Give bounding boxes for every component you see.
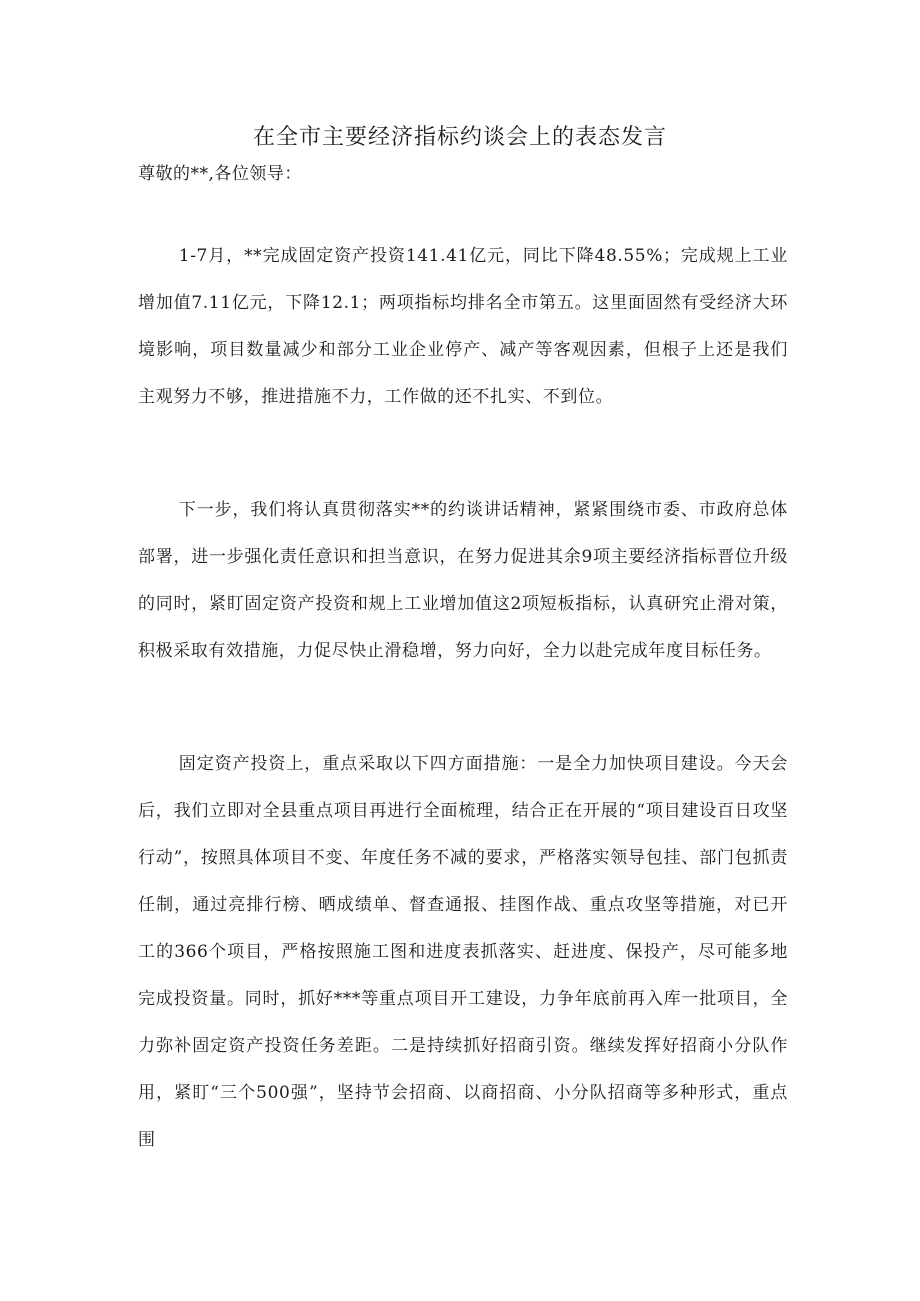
salutation: 尊敬的**,各位领导：: [138, 164, 302, 184]
paragraph-2: 下一步，我们将认真贯彻落实**的约谈讲话精神，紧紧围绕市委、市政府总体部署，进一步强化责任意识和担当意识，在努力促进其余9项主要经济指标晋位升级的同时，紧盯固定资产投资和规上工业增加值这2项短板指标，认真研究止滑对策，积极采取有效措施，力促尽快止滑稳增，努力向好，全力以赴完成年度目标任务。: [138, 500, 788, 661]
document-title: 在全市主要经济指标约谈会上的表态发言: [252, 125, 667, 150]
paragraph-1: 1-7月，**完成固定资产投资141.41亿元，同比下降48.55%；完成规上工业增加值7.11亿元，下降12.1；两项指标均排名全市第五。这里面固然有受经济大环境影响，项目数量减少和部分工业企业停产、减产等客观因素，但根子上还是我们主观努力不够，推进措施不力，工作做的还不扎实、不到位。: [138, 246, 788, 407]
paragraph-3: 固定资产投资上，重点采取以下四方面措施：一是全力加快项目建设。今天会后，我们立即对全县重点项目再进行全面梳理，结合正在开展的“项目建设百日攻坚行动”，按照具体项目不变、年度任务不减的要求，严格落实领导包挂、部门包抓责任制，通过亮排行榜、晒成绩单、督查通报、挂图作战、重点攻坚等措施，对已开工的366个项目，严格按照施工图和进度表抓落实、赶进度、保投产，尽可能多地完成投资量。同时，抓好***等重点项目开工建设，力争年底前再入库一批项目，全力弥补固定资产投资任务差距。二是持续抓好招商引资。继续发挥好招商小分队作用，紧盯“三个500强”，坚持节会招商、以商招商、小分队招商等多种形式，重点围: [138, 754, 788, 1150]
